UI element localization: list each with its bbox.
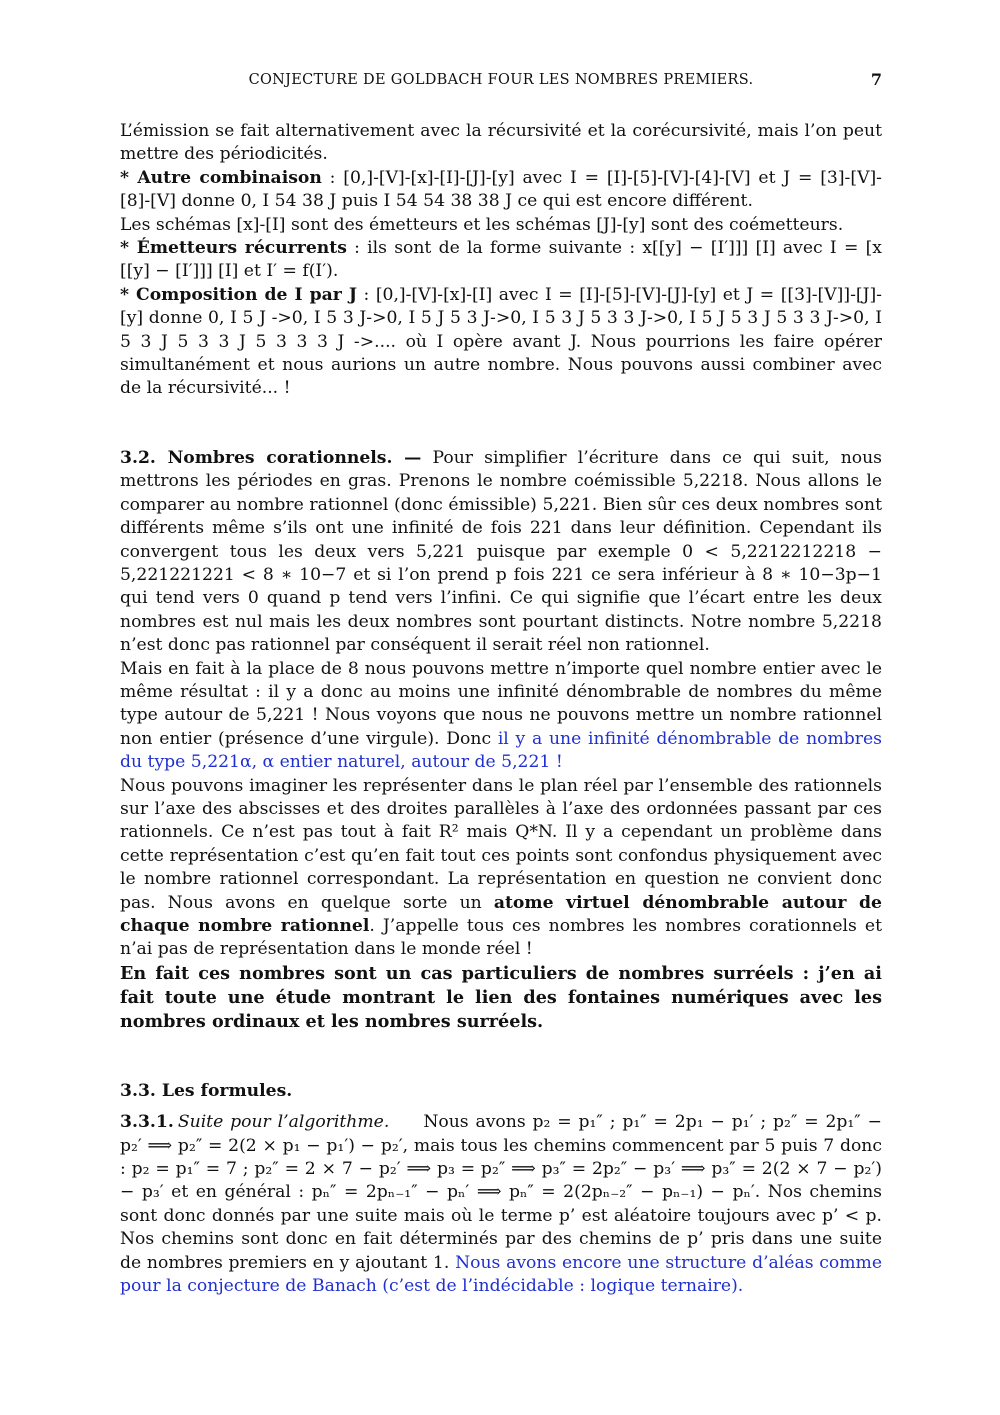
highlighted-statement-banach: Nous avons encore une structure d’aléas comme pour la conjecture de Banach (c’est de l’indécidable : logique ternaire).	[120, 1252, 882, 1297]
section-3-3-title: 3.3. Les formules.	[120, 1080, 293, 1101]
section-3-2-paragraph-3	[120, 775, 882, 962]
text-autre-combinaison: : [0,]-[V]-[x]-[I]-[J]-[y] avec I = [I]-[5]-[V]-[4]-[V] et J = [3]-[V]-[8]-[V] donne 0, I 54 38 J puis I 54 54 38 38 J ce qui est encore différent.	[120, 167, 882, 212]
section-3-2-paragraph-2	[120, 658, 882, 775]
subsection-3-3-1-number: 3.3.1.	[120, 1112, 174, 1133]
section-3-2-text-1: Pour simplifier l’écriture dans ce qui suit, nous mettrons les périodes en gras. Prenons le nombre coémissible 5,2218. Nous allons le comparer au nombre rationnel (donc émissible) 5,221. Bien sûr ces deux nombres sont différents même s’ils ont une infinité de fois 221 dans leur définition. Cependant ils convergent tous les deux vers 5,221 puisque par exemple 0 < 5,2212212218 − 5,221221221 < 8 ∗ 10−7 et si l’on prend p fois 221 ce sera inférieur à 8 ∗ 10−3p−1 qui tend vers 0 quand p tend vers l’infini. Ce qui signifie que l’écart entre les deux nombres est nul mais les deux nombres sont pourtant distincts. Notre nombre 5,2218 n’est donc pas rationnel par conséquent il serait réel non rationnel.	[120, 447, 882, 656]
section-3-2-title: 3.2. Nombres corationnels. —	[120, 447, 422, 468]
bold-atome-virtuel: atome virtuel dénombrable autour de chaque nombre rationnel	[120, 892, 882, 936]
paragraph-emetteurs-recurrents	[120, 237, 882, 284]
section-3-2-paragraph-1	[120, 447, 882, 658]
text-composition: : [0,]-[V]-[x]-[I] avec I = [I]-[5]-[V]-[J]-[y] et J = [[3]-[V]]-[J]-[y] donne 0, I 5 J ->0, I 5 3 J->0, I 5 J 5 3 J->0, I 5 3 J 5 3 3 J->0, I 5 J 5 3 J 5 3 3 J->0, I 5 3 J 5 3 3 J 5 3 3 3 J ->.... où I opère avant J. Nous pourrions les faire opérer simultanément et nous aurions un autre nombre. Nous pouvons aussi combiner avec de la récursivité... !	[120, 284, 882, 399]
page-body	[120, 120, 882, 1298]
paragraph-emission: L’émission se fait alternativement avec la récursivité et la corécursivité, mais l’on peut mettre des périodicités.	[120, 121, 882, 165]
paragraph-schemas: Les schémas [x]-[I] sont des émetteurs et les schémas [J]-[y] sont des coémetteurs.	[120, 214, 844, 235]
text-emetteurs-recurrents: : ils sont de la forme suivante : x[[y] − [I′]]] [I] avec I = [x [[y] − [I′]]] [I] et I′ = f(I′).	[120, 238, 882, 282]
label-emetteurs-recurrents: * Émetteurs récurrents	[120, 238, 347, 259]
running-title: CONJECTURE DE GOLDBACH FOUR LES NOMBRES PREMIERS.	[248, 72, 754, 88]
page-number: 7	[870, 70, 882, 89]
section-3-2-text-3b: . J’appelle tous ces nombres les nombres corationnels et n’ai pas de représentation dans le monde réel !	[120, 916, 882, 960]
section-3-2-text-3a: Nous pouvons imaginer les représenter dans le plan réel par l’ensemble des rationnels sur l’axe des abscisses et des droites parallèles à l’axe des ordonnées passant par ces rationnels. Ce n’est pas tout à fait R² mais Q*N. Il y a cependant un problème dans cette représentation c’est qu’en fait tout ces points sont confondus physiquement avec le nombre rationnel correspondant. La représentation en question ne convient donc pas. Nous avons en quelque sorte un	[120, 775, 882, 913]
section-3-2-paragraph-surreels: En fait ces nombres sont un cas particuliers de nombres surréels : j’en ai fait toute une étude montrant le lien des fontaines numériques avec les nombres ordinaux et les nombres surréels.	[120, 962, 882, 1032]
paragraph-composition	[120, 284, 882, 401]
highlighted-statement-corationnels: il y a une infinité dénombrable de nombres du type 5,221α, α entier naturel, autour de 5,221 !	[120, 728, 883, 773]
subsection-3-3-1-text: Nous avons p₂ = p₁″ ; p₁″ = 2p₁ − p₁′ ; p₂″ = 2p₁″ − p₂′ ⟹ p₂″ = 2(2 × p₁ − p₁′) − p₂′, mais tous les chemins commencent par 5 puis 7 donc : p₂ = p₁″ = 7 ; p₂″ = 2 × 7 − p₂′ ⟹ p₃ = p₂″ ⟹ p₃″ = 2p₂″ − p₃′ ⟹ p₃″ = 2(2 × 7 − p₂′) − p₃′ et en général : pₙ″ = 2pₙ₋₁″ − pₙ′ ⟹ pₙ″ = 2(2pₙ₋₂″ − pₙ₋₁) − pₙ′. Nos chemins sont donc donnés par une suite mais où le terme p’ est aléatoire toujours avec p’ < p. Nos chemins sont donc en fait déterminés par des chemins de p’ pris dans une suite de nombres premiers en y ajoutant 1.	[120, 1112, 882, 1273]
subsection-3-3-1-paragraph	[120, 1111, 882, 1298]
label-composition: * Composition de I par J	[120, 284, 357, 305]
paragraph-autre-combinaison	[120, 167, 882, 214]
subsection-3-3-1-title: Suite pour l’algorithme.	[177, 1112, 390, 1133]
section-3-2-text-2: Mais en fait à la place de 8 nous pouvons mettre n’importe quel nombre entier avec le même résultat : il y a donc au moins une infinité dénombrable de nombres du même type autour de 5,221 ! Nous voyons que nous ne pouvons mettre un nombre rationnel non entier (présence d’une virgule). Donc	[120, 658, 882, 749]
page-header	[120, 70, 882, 94]
label-autre-combinaison: * Autre combinaison	[120, 167, 322, 188]
